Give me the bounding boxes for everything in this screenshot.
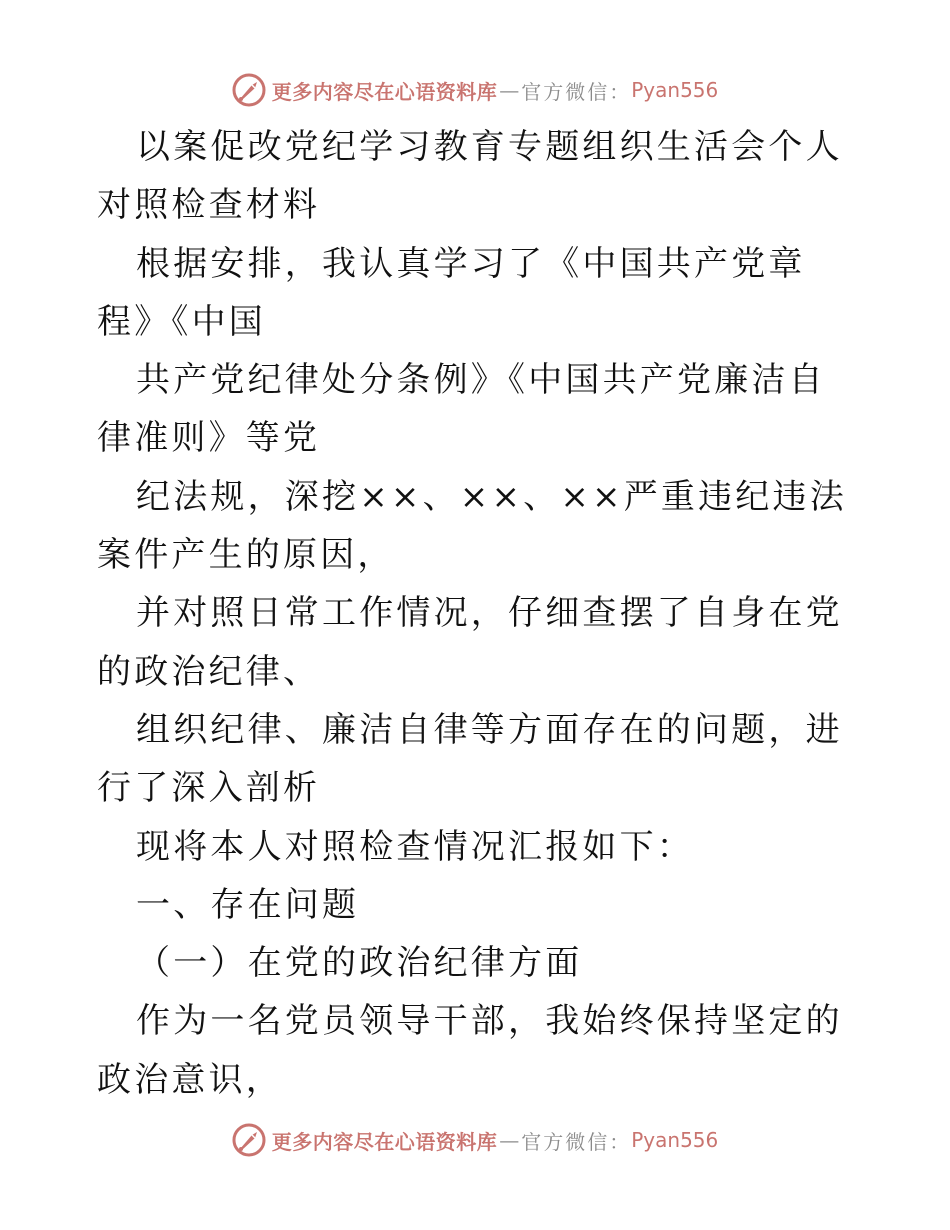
paragraph: 现将本人对照检查情况汇报如下： (136, 826, 694, 867)
banner-separator: — (499, 1128, 520, 1152)
document-title: 以案促改党纪学习教育专题组织生活会个人对照检查材料 (97, 127, 843, 226)
quill-pen-logo-icon (232, 73, 266, 107)
paragraph: 共产党纪律处分条例》《中国共产党廉洁自律准则》等党 (97, 360, 826, 459)
header-banner (0, 70, 950, 110)
paragraph: 纪法规，深挖××、××、××严重违纪违法案件产生的原因， (97, 476, 847, 576)
document-body (97, 118, 857, 1109)
footer-banner (0, 1120, 950, 1160)
banner-separator: — (499, 78, 520, 102)
banner-wechat-label: 官方微信： (521, 1129, 632, 1154)
banner-main-text: 更多内容尽在心语资料库 (271, 1129, 498, 1154)
paragraph: 并对照日常工作情况，仔细查摆了自身在党的政治纪律、 (97, 593, 843, 692)
paragraph: 根据安排，我认真学习了《中国共产党章程》《中国 (97, 243, 806, 342)
banner-wechat-label: 官方微信： (521, 79, 632, 104)
banner-wechat-id: Pyan556 (631, 1128, 719, 1152)
banner-main-text: 更多内容尽在心语资料库 (271, 79, 498, 104)
subsection-heading: （一）在党的政治纪律方面 (136, 943, 583, 984)
quill-pen-logo-icon (232, 1123, 266, 1157)
paragraph: 作为一名党员领导干部，我始终保持坚定的政治意识， (97, 1001, 843, 1100)
paragraph: 组织纪律、廉洁自律等方面存在的问题，进行了深入剖析 (97, 709, 843, 809)
section-heading: 一、存在问题 (136, 884, 360, 925)
banner-wechat-id: Pyan556 (631, 78, 719, 102)
